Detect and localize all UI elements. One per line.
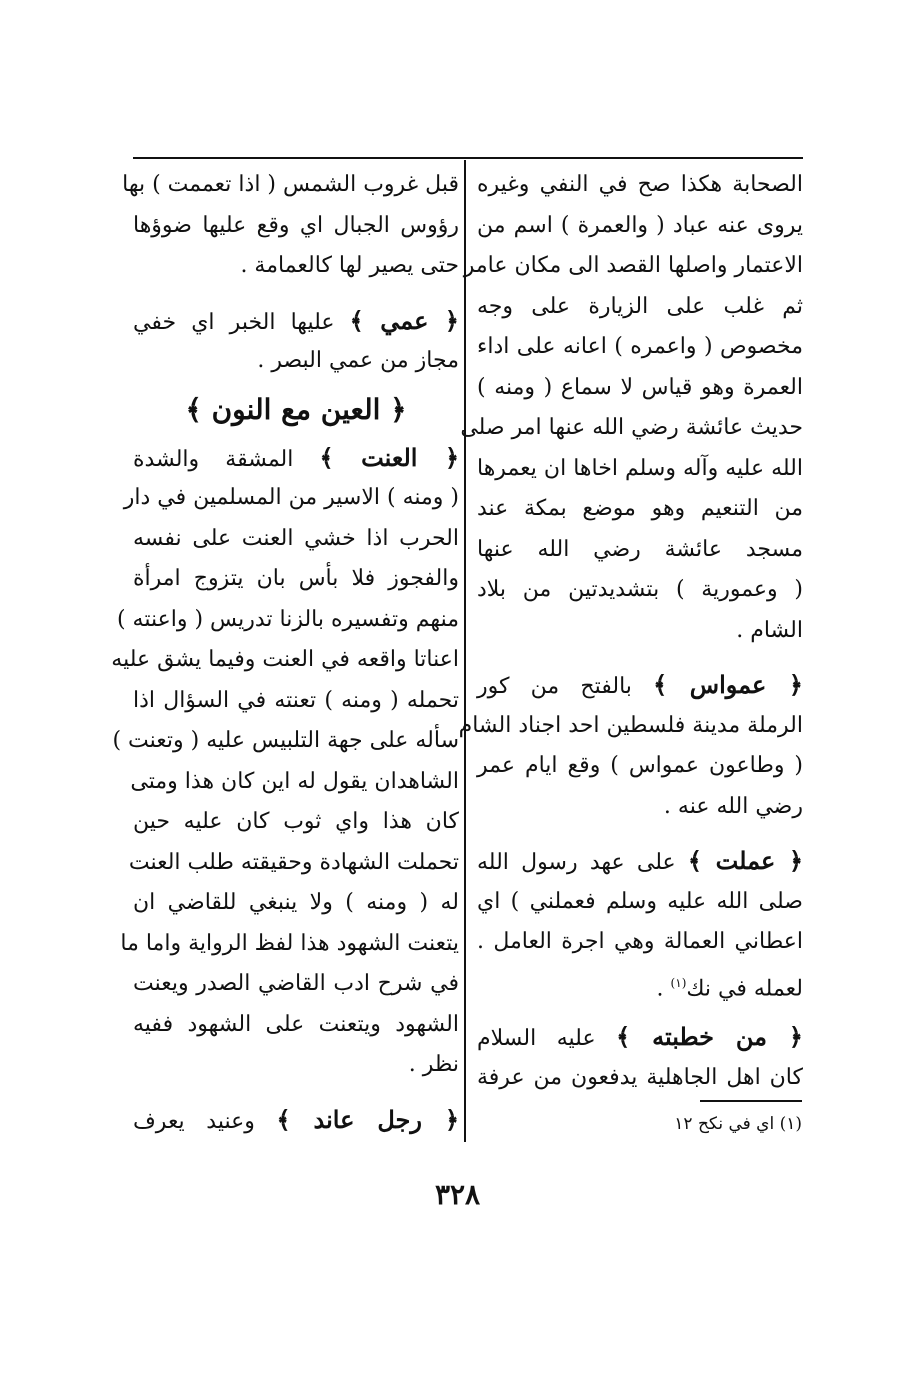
left-column <box>111 165 460 1140</box>
text-line: والفجوز فلا بأس بان يتزوج امرأة <box>133 566 459 591</box>
text-line: اعطاني العمالة وهي اجرة العامل . <box>477 929 803 954</box>
entry-rajul-first-line <box>133 1100 459 1141</box>
entry-amilat-first-line <box>477 841 803 882</box>
footnote: (١) اي في نكح ١٢ <box>674 1114 802 1134</box>
column-divider <box>464 160 466 1142</box>
text-line: الرملة مدينة فلسطين احد اجناد الشام <box>458 712 803 738</box>
text-line: مسجد عائشة رضي الله عنها <box>477 536 803 562</box>
text-line: اعناتا واقعه في العنت وفيما يشق عليه <box>111 647 459 672</box>
text-line: في شرح ادب القاضي الصدر ويعنت <box>133 971 459 996</box>
right-column <box>458 165 804 1098</box>
text-line: على عهد رسول الله <box>477 850 676 875</box>
text-line: مخصوص ( واعمره ) اعانه على اداء <box>477 334 803 359</box>
text-line: تحملت الشهادة وحقيقته طلب العنت <box>128 849 459 875</box>
text-line: كان اهل الجاهلية يدفعون من عرفة <box>477 1064 803 1090</box>
text-line: ( وعمورية ) بتشديدتين من بلاد <box>477 577 803 602</box>
text-line: العمرة وهو قياس لا سماع ( ومنه ) <box>477 374 803 400</box>
text-line: الشهود ويتعنت على الشهود ففيه <box>133 1011 459 1037</box>
text-line: عليها الخبر اي خفي <box>133 309 335 335</box>
text-line: حتى يصير لها كالعمامة . <box>240 253 459 278</box>
text-line-with-footnote: لعمله في نك$^{(١)}$ . <box>656 975 803 1001</box>
entry-keyword-amilat: ﴿ عملت ﴾ <box>687 846 804 875</box>
text-line: تحمله ( ومنه ) تعنته في السؤال اذا <box>133 687 459 713</box>
text-line: ( وطاعون عمواس ) وقع ايام عمر <box>477 753 803 778</box>
text-line: عليه السلام <box>477 1026 596 1051</box>
text-line: الحرب اذا خشي العنت على نفسه <box>133 525 459 551</box>
text-line: المشقة والشدة <box>133 446 294 472</box>
text-line: من التنعيم وهو موضع بمكة عند <box>477 496 803 521</box>
page-number: ٣٢٨ <box>434 1178 481 1211</box>
text-line: نظر . <box>408 1052 459 1077</box>
entry-keyword-ami: ﴿ عمي ﴾ <box>349 305 459 335</box>
entry-khutbah-first-line <box>477 1017 803 1058</box>
text-line: سأله على جهة التلبيس عليه ( وتعنت ) <box>112 728 459 753</box>
text-line: الله عليه وآله وسلم اخاها ان يعمرها <box>477 455 803 481</box>
text-line: الاعتمار واصلها القصد الى مكان عامر <box>463 253 803 278</box>
section-title: ﴿ العين مع النون ﴾ <box>185 392 407 426</box>
text-line: رؤوس الجبال اي وقع عليها ضوؤها <box>133 212 459 238</box>
text-line: ( ومنه ) الاسير من المسلمين في دار <box>123 485 459 510</box>
text-line: مجاز من عمي البصر . <box>257 348 459 373</box>
text-line: قبل غروب الشمس ( اذا تعممت ) بها <box>122 172 459 197</box>
text-line: منهم وتفسيره بالزنا تدريس ( واعنته ) <box>116 606 459 632</box>
text-line: وعنيد يعرف <box>133 1108 255 1134</box>
text-line: حديث عائشة رضي الله عنها امر صلى <box>460 415 803 440</box>
text-line: رضي الله عنه . <box>663 793 803 819</box>
text-line: له ( ومنه ) ولا ينبغي للقاضي ان <box>133 890 459 915</box>
text-line: الشام . <box>736 617 803 643</box>
text-line: ثم غلب على الزيارة على وجه <box>477 293 803 319</box>
text-line: بالفتح من كور <box>477 674 632 699</box>
text-line: الشاهدان يقول له اين كان هذا ومتى <box>130 768 459 794</box>
footnote-marker: (١) <box>670 975 687 990</box>
entry-keyword-khutbah: ﴿ من خطبته ﴾ <box>616 1022 803 1051</box>
text-line: الصحابة هكذا صح في النفي وغيره <box>477 172 803 197</box>
text-line: يتعنت الشهود هذا لفظ الرواية واما ما <box>120 930 459 956</box>
text-line: صلى الله عليه وسلم فعملني ) اي <box>477 888 803 914</box>
footnote-rule <box>700 1100 802 1102</box>
entry-keyword-anat: ﴿ العنت ﴾ <box>319 442 460 472</box>
entry-anat-first-line <box>133 438 459 479</box>
text-line: يروى عنه عباد ( والعمرة ) اسم من <box>477 212 803 238</box>
entry-keyword-rajul: ﴿ رجل عاند ﴾ <box>276 1104 459 1134</box>
entry-ami-first-line <box>133 301 459 342</box>
entry-amwas-first-line <box>477 665 803 706</box>
text-line: كان هذا واي ثوب كان عليه حين <box>133 809 459 834</box>
entry-keyword-amwas: ﴿ عمواس ﴾ <box>653 670 803 699</box>
top-rule <box>133 157 803 159</box>
